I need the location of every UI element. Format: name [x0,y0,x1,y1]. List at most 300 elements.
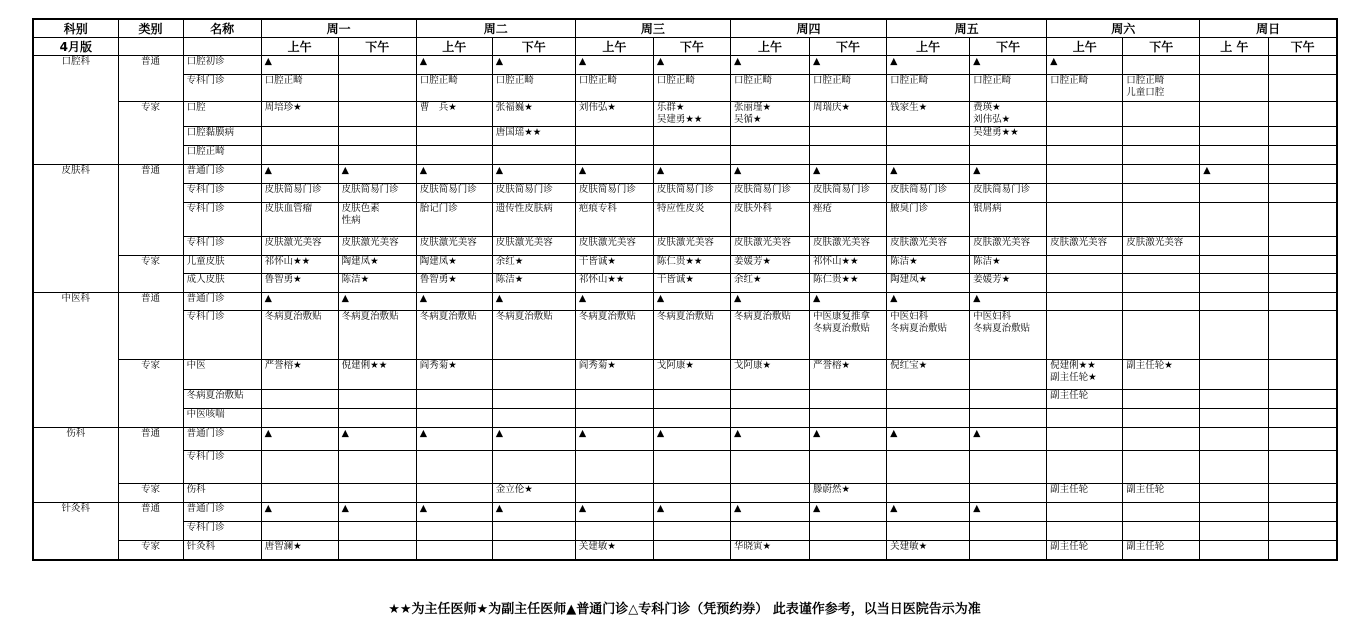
schedule-row [33,484,1337,503]
schedule-cell: 口腔正畸 儿童口腔 [1123,75,1200,102]
clinic-name-cell: 普通门诊 [183,428,261,451]
schedule-cell: 冬病夏治敷贴 [338,311,416,360]
schedule-cell [338,390,416,409]
schedule-cell: ▲ [887,56,970,75]
department-cell: 伤科 [33,428,118,503]
schedule-cell: 皮肤激光美容 [492,237,575,256]
schedule-cell: ▲ [730,293,809,311]
schedule-cell [1047,451,1123,484]
schedule-cell: 钱家生★ [887,102,970,127]
schedule-cell: 副主任轮★ [1123,360,1200,390]
schedule-cell [1047,409,1123,428]
dept-header: 科别 [33,19,118,38]
category-cell: 专家 [118,102,183,165]
schedule-cell [1269,75,1337,102]
schedule-cell [653,409,730,428]
schedule-cell [1200,293,1269,311]
schedule-cell [338,484,416,503]
clinic-name-cell: 专科门诊 [183,522,261,541]
clinic-name-cell: 伤科 [183,484,261,503]
schedule-cell [730,390,809,409]
schedule-cell: 倪建俐★★ [338,360,416,390]
schedule-cell: 阎秀菊★ [575,360,653,390]
schedule-cell [492,390,575,409]
schedule-cell [1047,503,1123,522]
clinic-name-cell: 专科门诊 [183,237,261,256]
clinic-name-cell: 中医 [183,360,261,390]
schedule-cell [1123,256,1200,274]
schedule-cell: ▲ [810,56,887,75]
schedule-cell [416,522,492,541]
schedule-cell: 祁怀山★★ [261,256,338,274]
half-day-header: 上午 [416,38,492,56]
schedule-cell [416,484,492,503]
schedule-cell [1269,293,1337,311]
schedule-cell [887,127,970,146]
schedule-cell [887,484,970,503]
schedule-cell: ▲ [338,428,416,451]
schedule-row [33,256,1337,274]
schedule-cell [1123,428,1200,451]
schedule-cell: 皮肤激光美容 [338,237,416,256]
category-cell: 普通 [118,165,183,256]
schedule-cell: 华晓寅★ [730,541,809,560]
schedule-cell [1047,146,1123,165]
schedule-cell [1200,484,1269,503]
schedule-cell [1269,409,1337,428]
clinic-schedule-table [32,18,1338,561]
schedule-cell: 皮肤激光美容 [1047,237,1123,256]
schedule-cell [1123,311,1200,360]
schedule-cell [887,409,970,428]
schedule-cell: 陶建凤★ [416,256,492,274]
schedule-row [33,503,1337,522]
schedule-cell: ▲ [970,165,1047,184]
schedule-cell [1047,256,1123,274]
schedule-cell [810,146,887,165]
schedule-cell [1200,503,1269,522]
schedule-row [33,541,1337,560]
schedule-cell [1269,274,1337,293]
schedule-cell: 皮肤简易门诊 [810,184,887,203]
schedule-cell [1269,102,1337,127]
schedule-cell: 皮肤激光美容 [416,237,492,256]
schedule-cell: ▲ [970,293,1047,311]
schedule-cell [416,390,492,409]
schedule-cell: 腋臭门诊 [887,203,970,237]
schedule-cell: ▲ [575,165,653,184]
schedule-cell [416,541,492,560]
schedule-cell [261,390,338,409]
schedule-cell [261,522,338,541]
schedule-cell [492,541,575,560]
schedule-cell [887,451,970,484]
schedule-cell: 口腔正畸 [730,75,809,102]
schedule-cell [1200,390,1269,409]
schedule-cell [261,146,338,165]
schedule-row [33,390,1337,409]
schedule-cell [1269,184,1337,203]
schedule-cell [261,484,338,503]
schedule-cell [338,102,416,127]
schedule-cell: 皮肤激光美容 [810,237,887,256]
schedule-cell: 皮肤激光美容 [887,237,970,256]
schedule-cell: 干皆诚★ [575,256,653,274]
schedule-cell [1200,428,1269,451]
schedule-cell: 鲁智勇★ [261,274,338,293]
schedule-cell: 遗传性皮肤病 [492,203,575,237]
schedule-cell: 姜媛芳★ [970,274,1047,293]
department-cell: 皮肤科 [33,165,118,293]
half-day-header: 上午 [261,38,338,56]
schedule-cell: 口腔正畸 [416,75,492,102]
schedule-cell: 皮肤简易门诊 [575,184,653,203]
schedule-cell [653,146,730,165]
schedule-cell: 祁怀山★★ [575,274,653,293]
schedule-cell: ▲ [338,165,416,184]
schedule-cell [338,541,416,560]
schedule-cell: 银屑病 [970,203,1047,237]
schedule-cell: 吴建勇★★ [970,127,1047,146]
schedule-cell [1269,127,1337,146]
schedule-cell: 余红★ [730,274,809,293]
half-day-header: 下午 [810,38,887,56]
schedule-cell [1123,503,1200,522]
schedule-cell: 皮肤激光美容 [261,237,338,256]
schedule-cell: ▲ [730,165,809,184]
schedule-cell [970,484,1047,503]
schedule-cell: 冬病夏治敷贴 [653,311,730,360]
schedule-cell [810,390,887,409]
schedule-cell: 疤痕专科 [575,203,653,237]
schedule-cell: 余红★ [492,256,575,274]
schedule-cell: 皮肤激光美容 [730,237,809,256]
schedule-row [33,56,1337,75]
schedule-cell [575,390,653,409]
day-header: 周六 [1047,19,1200,38]
schedule-cell [338,451,416,484]
schedule-cell: ▲ [810,503,887,522]
schedule-cell [970,522,1047,541]
schedule-cell [338,409,416,428]
clinic-name-cell: 专科门诊 [183,203,261,237]
clinic-name-cell: 专科门诊 [183,451,261,484]
schedule-cell: ▲ [970,56,1047,75]
schedule-cell [416,451,492,484]
schedule-row [33,409,1337,428]
schedule-cell [1123,293,1200,311]
schedule-cell: ▲ [261,56,338,75]
schedule-row [33,127,1337,146]
schedule-cell [1123,56,1200,75]
category-header: 类别 [118,19,183,38]
schedule-cell [1047,522,1123,541]
schedule-cell [730,409,809,428]
schedule-cell: ▲ [887,503,970,522]
half-day-header: 下午 [653,38,730,56]
schedule-cell: ▲ [416,428,492,451]
schedule-cell [261,451,338,484]
schedule-cell: ▲ [653,293,730,311]
schedule-cell [338,56,416,75]
department-cell: 口腔科 [33,56,118,165]
schedule-cell: ▲ [338,503,416,522]
clinic-name-cell: 口腔黏膜病 [183,127,261,146]
schedule-cell: 冬病夏治敷贴 [261,311,338,360]
schedule-cell: 皮肤血管瘤 [261,203,338,237]
schedule-cell: 乐群★ 吴建勇★★ [653,102,730,127]
schedule-cell [575,522,653,541]
schedule-cell: 口腔正畸 [653,75,730,102]
schedule-cell: 陈仁贵★★ [653,256,730,274]
schedule-cell [1200,311,1269,360]
schedule-cell: 陈洁★ [338,274,416,293]
schedule-wrapper [32,18,1338,561]
schedule-cell [338,522,416,541]
schedule-cell [970,541,1047,560]
version-label: 4月版 [33,38,118,56]
schedule-cell [1269,390,1337,409]
day-header: 周日 [1200,19,1337,38]
schedule-cell [416,146,492,165]
schedule-cell [1269,165,1337,184]
schedule-cell [1200,522,1269,541]
schedule-cell: ▲ [575,503,653,522]
schedule-cell: 滕蔚然★ [810,484,887,503]
clinic-name-cell: 专科门诊 [183,75,261,102]
day-header: 周三 [575,19,730,38]
schedule-cell [1200,256,1269,274]
schedule-cell: 姜媛芳★ [730,256,809,274]
schedule-cell [730,484,809,503]
schedule-cell [575,146,653,165]
schedule-cell [1123,522,1200,541]
schedule-cell [416,127,492,146]
schedule-cell [1269,428,1337,451]
schedule-row [33,165,1337,184]
schedule-cell: ▲ [810,165,887,184]
schedule-cell [1269,203,1337,237]
schedule-cell [416,409,492,428]
schedule-cell: ▲ [810,428,887,451]
schedule-cell [1123,184,1200,203]
schedule-cell: ▲ [492,503,575,522]
department-cell: 中医科 [33,293,118,428]
schedule-cell [1200,451,1269,484]
category-cell: 专家 [118,256,183,293]
schedule-cell [1269,541,1337,560]
schedule-cell: 戈阿康★ [730,360,809,390]
schedule-cell: 口腔正畸 [887,75,970,102]
schedule-cell [1200,102,1269,127]
clinic-name-cell: 专科门诊 [183,184,261,203]
schedule-cell [887,390,970,409]
category-cell: 专家 [118,484,183,503]
schedule-cell [730,522,809,541]
schedule-cell: ▲ [261,428,338,451]
schedule-cell: ▲ [261,293,338,311]
schedule-cell: 陈洁★ [970,256,1047,274]
schedule-row [33,146,1337,165]
day-header: 周一 [261,19,416,38]
schedule-cell: 陶建凤★ [887,274,970,293]
schedule-cell [575,127,653,146]
schedule-cell: 特应性皮炎 [653,203,730,237]
schedule-cell: 陈洁★ [887,256,970,274]
schedule-cell [338,146,416,165]
schedule-cell: 陶建凤★ [338,256,416,274]
schedule-cell: 皮肤简易门诊 [970,184,1047,203]
schedule-cell [730,451,809,484]
schedule-cell [810,127,887,146]
schedule-cell: 副主任轮 [1047,541,1123,560]
schedule-cell [1047,274,1123,293]
schedule-cell: 倪建俐★★ 副主任轮★ [1047,360,1123,390]
schedule-cell [1200,237,1269,256]
schedule-cell: 张丽瑾★ 吴循★ [730,102,809,127]
schedule-cell: ▲ [730,503,809,522]
schedule-cell: 中医妇科 冬病夏治敷贴 [887,311,970,360]
schedule-cell [1269,146,1337,165]
category-cell: 普通 [118,56,183,102]
schedule-cell: 中医康复推拿 冬病夏治敷贴 [810,311,887,360]
schedule-cell: 鲁智勇★ [416,274,492,293]
schedule-cell: ▲ [261,165,338,184]
schedule-row [33,293,1337,311]
schedule-cell [1200,541,1269,560]
schedule-cell: ▲ [653,428,730,451]
half-day-header: 上午 [730,38,809,56]
schedule-cell: 胎记门诊 [416,203,492,237]
schedule-cell [338,127,416,146]
schedule-cell: 口腔正畸 [575,75,653,102]
name-header: 名称 [183,19,261,38]
day-header: 周五 [887,19,1047,38]
schedule-cell [1269,56,1337,75]
half-day-header: 上午 [575,38,653,56]
schedule-cell [1123,274,1200,293]
schedule-cell: 皮肤激光美容 [1123,237,1200,256]
schedule-cell [1269,451,1337,484]
schedule-cell: ▲ [492,165,575,184]
schedule-cell: 周瑞庆★ [810,102,887,127]
schedule-row [33,237,1337,256]
schedule-cell: 冬病夏治敷贴 [416,311,492,360]
schedule-cell [1047,293,1123,311]
schedule-cell: ▲ [1047,56,1123,75]
schedule-row [33,75,1337,102]
schedule-cell: 周培珍★ [261,102,338,127]
clinic-name-cell: 成人皮肤 [183,274,261,293]
schedule-cell [1047,184,1123,203]
schedule-cell: ▲ [810,293,887,311]
schedule-cell: 口腔正畸 [970,75,1047,102]
schedule-cell [1269,311,1337,360]
half-day-header: 下午 [970,38,1047,56]
category-cell: 普通 [118,293,183,360]
schedule-cell: ▲ [887,293,970,311]
schedule-row [33,360,1337,390]
schedule-cell [1047,203,1123,237]
schedule-cell: 皮肤简易门诊 [492,184,575,203]
schedule-cell: 皮肤简易门诊 [653,184,730,203]
clinic-name-cell: 中医咳喘 [183,409,261,428]
schedule-cell [261,127,338,146]
half-day-header: 下午 [492,38,575,56]
schedule-cell [730,127,809,146]
schedule-cell: ▲ [492,428,575,451]
schedule-cell: 陈仁贵★★ [810,274,887,293]
schedule-cell [970,146,1047,165]
schedule-cell [1123,390,1200,409]
schedule-cell [338,75,416,102]
schedule-cell: 严誉榕★ [261,360,338,390]
schedule-cell [653,390,730,409]
schedule-row [33,102,1337,127]
schedule-cell [1047,102,1123,127]
schedule-cell [1200,75,1269,102]
half-day-header: 上午 [1047,38,1123,56]
schedule-cell: 干皆诚★ [653,274,730,293]
schedule-cell: 皮肤激光美容 [970,237,1047,256]
department-cell: 针灸科 [33,503,118,560]
schedule-cell: 倪红宝★ [887,360,970,390]
schedule-cell: 副主任轮 [1123,484,1200,503]
clinic-name-cell: 普通门诊 [183,293,261,311]
schedule-body [33,56,1337,560]
schedule-cell [1200,184,1269,203]
schedule-cell: ▲ [261,503,338,522]
schedule-cell: ▲ [730,428,809,451]
schedule-cell: ▲ [492,56,575,75]
schedule-cell [1269,503,1337,522]
schedule-cell: ▲ [575,428,653,451]
schedule-cell: 严誉榕★ [810,360,887,390]
category-cell: 专家 [118,541,183,560]
schedule-cell [653,451,730,484]
clinic-name-cell: 普通门诊 [183,503,261,522]
empty-header-cell [183,38,261,56]
schedule-cell [1269,484,1337,503]
header-row-days [33,19,1337,38]
schedule-cell: 副主任轮 [1047,484,1123,503]
schedule-cell: ▲ [1200,165,1269,184]
schedule-cell: 副主任轮 [1047,390,1123,409]
schedule-cell [1269,237,1337,256]
schedule-cell [810,541,887,560]
clinic-name-cell: 儿童皮肤 [183,256,261,274]
schedule-cell [1123,127,1200,146]
schedule-cell [575,409,653,428]
schedule-cell [575,451,653,484]
clinic-name-cell: 专科门诊 [183,311,261,360]
schedule-cell: 皮肤简易门诊 [261,184,338,203]
schedule-cell [810,451,887,484]
schedule-cell: 陈洁★ [492,274,575,293]
header-row-halves [33,38,1337,56]
schedule-cell [1123,146,1200,165]
half-day-header: 上 午 [1200,38,1269,56]
day-header: 周二 [416,19,575,38]
schedule-cell [653,541,730,560]
schedule-cell: 口腔正畸 [492,75,575,102]
schedule-cell [1123,451,1200,484]
schedule-cell [492,451,575,484]
schedule-cell [1200,56,1269,75]
schedule-cell [492,409,575,428]
schedule-cell: ▲ [730,56,809,75]
schedule-row [33,428,1337,451]
